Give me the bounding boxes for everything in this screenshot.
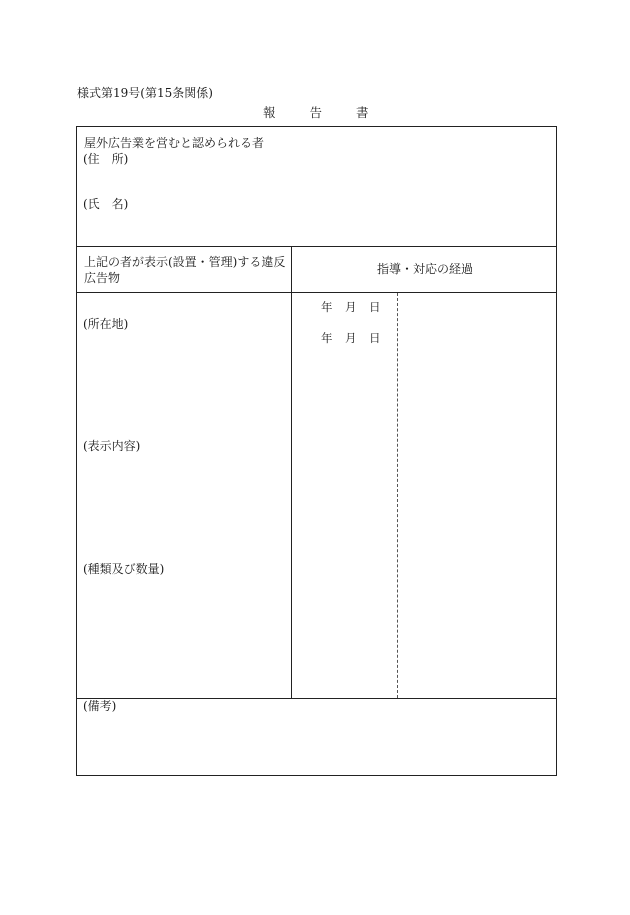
operator-heading: 屋外広告業を営むと認められる者	[84, 136, 265, 150]
ad-section-header-line1: 上記の者が表示(設置・管理)する違反	[84, 255, 286, 269]
remarks-label: (備考)	[83, 699, 117, 713]
title-char-2: 告	[309, 105, 323, 120]
content-label: (表示内容)	[83, 439, 141, 453]
date-row-2: 年 月 日	[321, 331, 381, 345]
date-column-dashed-divider	[397, 293, 398, 698]
row-divider-header	[77, 292, 556, 293]
title-char-3: 書	[356, 105, 369, 120]
report-form-table	[76, 126, 557, 776]
title-char-1: 報	[263, 105, 276, 120]
document-title	[263, 103, 369, 121]
name-label: (氏 名)	[83, 197, 129, 211]
form-number: 様式第19号(第15条関係)	[77, 86, 213, 100]
date-row-1: 年 月 日	[321, 300, 381, 314]
location-label: (所在地)	[83, 317, 129, 331]
address-label: (住 所)	[83, 152, 129, 166]
row-divider-remarks	[77, 698, 556, 699]
row-divider-operator	[77, 246, 556, 247]
ad-section-header-line2: 広告物	[84, 271, 121, 285]
guidance-header: 指導・対応の経過	[377, 262, 474, 276]
column-divider	[291, 246, 292, 698]
type-quantity-label: (種類及び数量)	[83, 562, 165, 576]
